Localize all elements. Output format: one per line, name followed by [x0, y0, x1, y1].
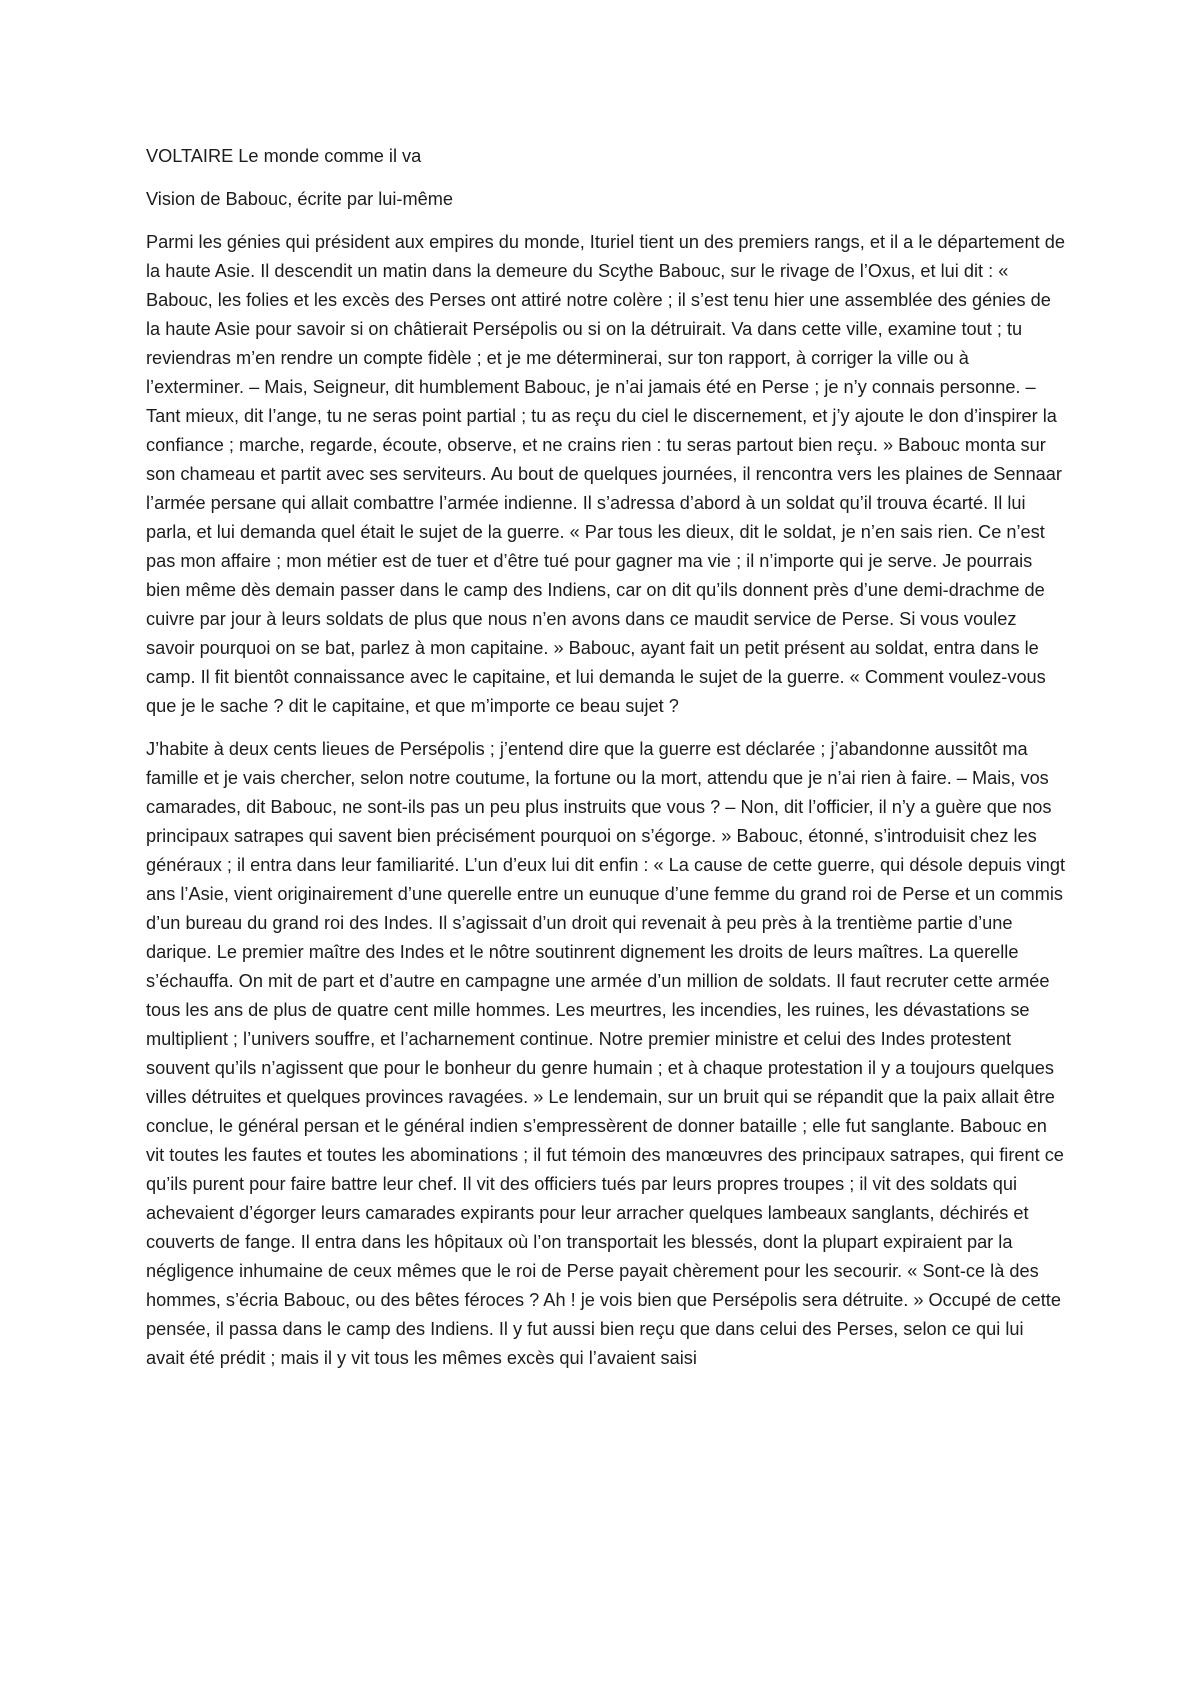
- document-title: VOLTAIRE Le monde comme il va: [146, 146, 422, 166]
- document-page: [146, 142, 1066, 1387]
- paragraph-1: Parmi les génies qui président aux empires du monde, Ituriel tient un des premiers rangs, et il a le département de la haute Asie. Il descendit un matin dans la demeure du Scythe Babouc, sur le rivage de l’Oxus, et lui dit : « Babouc, les folies et les excès des Perses ont attiré notre colère ; il s’est tenu hier une assemblée des génies de la haute Asie pour savoir si on châtierait Persépolis ou si on la détruirait. Va dans cette ville, examine tout ; tu reviendras m’en rendre un compte fidèle ; et je me déterminerai, sur ton rapport, à corriger la ville ou à l’exterminer. – Mais, Seigneur, dit humblement Babouc, je n’ai jamais été en Perse ; je n’y connais personne. – Tant mieux, dit l’ange, tu ne seras point partial ; tu as reçu du ciel le discernement, et j’y ajoute le don d’inspirer la confiance ; marche, regarde, écoute, observe, et ne crains rien : tu seras partout bien reçu. » Babouc monta sur son chameau et partit avec ses serviteurs. Au bout de quelques journées, il rencontra vers les plaines de Sennaar l’armée persane qui allait combattre l’armée indienne. Il s’adressa d’abord à un soldat qu’il trouva écarté. Il lui parla, et lui demanda quel était le sujet de la guerre. « Par tous les dieux, dit le soldat, je n’en sais rien. Ce n’est pas mon affaire ; mon métier est de tuer et d’être tué pour gagner ma vie ; il n’importe qui je serve. Je pourrais bien même dès demain passer dans le camp des Indiens, car on dit qu’ils donnent près d’une demi-drachme de cuivre par jour à leurs soldats de plus que nous n’en avons dans ce maudit service de Perse. Si vous voulez savoir pourquoi on se bat, parlez à mon capitaine. » Babouc, ayant fait un petit présent au soldat, entra dans le camp. Il fit bientôt connaissance avec le capitaine, et lui demanda le sujet de la guerre. « Comment voulez-vous que je le sache ? dit le capitaine, et que m’importe ce beau sujet ?: [146, 232, 1065, 716]
- paragraph-2: J’habite à deux cents lieues de Persépolis ; j’entend dire que la guerre est déclarée ; j’abandonne aussitôt ma famille et je vais chercher, selon notre coutume, la fortune ou la mort, attendu que je n’ai rien à faire. – Mais, vos camarades, dit Babouc, ne sont-ils pas un peu plus instruits que vous ? – Non, dit l’officier, il n’y a guère que nos principaux satrapes qui savent bien précisément pourquoi on s’égorge. » Babouc, étonné, s’introduisit chez les généraux ; il entra dans leur familiarité. L’un d’eux lui dit enfin : « La cause de cette guerre, qui désole depuis vingt ans l’Asie, vient originairement d’une querelle entre un eunuque d’une femme du grand roi de Perse et un commis d’un bureau du grand roi des Indes. Il s’agissait d’un droit qui revenait à peu près à la trentième partie d’une darique. Le premier maître des Indes et le nôtre soutinrent dignement les droits de leurs maîtres. La querelle s’échauffa. On mit de part et d’autre en campagne une armée d’un million de soldats. Il faut recruter cette armée tous les ans de plus de quatre cent mille hommes. Les meurtres, les incendies, les ruines, les dévastations se multiplient ; l’univers souffre, et l’acharnement continue. Notre premier ministre et celui des Indes protestent souvent qu’ils n’agissent que pour le bonheur du genre humain ; et à chaque protestation il y a toujours quelques villes détruites et quelques provinces ravagées. » Le lendemain, sur un bruit qui se répandit que la paix allait être conclue, le général persan et le général indien s’empressèrent de donner bataille ; elle fut sanglante. Babouc en vit toutes les fautes et toutes les abominations ; il fut témoin des manœuvres des principaux satrapes, qui firent ce qu’ils purent pour faire battre leur chef. Il vit des officiers tués par leurs propres troupes ; il vit des soldats qui achevaient d’égorger leurs camarades expirants pour leur arracher quelques lambeaux sanglants, déchirés et couverts de fange. Il entra dans les hôpitaux où l’on transportait les blessés, dont la plupart expiraient par la négligence inhumaine de ceux mêmes que le roi de Perse payait chèrement pour les secourir. « Sont-ce là des hommes, s’écria Babouc, ou des bêtes féroces ? Ah ! je vois bien que Persépolis sera détruite. » Occupé de cette pensée, il passa dans le camp des Indiens. Il y fut aussi bien reçu que dans celui des Perses, selon ce qui lui avait été prédit ; mais il y vit tous les mêmes excès qui l’avaient saisi: [146, 739, 1066, 1368]
- document-subtitle: Vision de Babouc, écrite par lui-même: [146, 189, 453, 209]
